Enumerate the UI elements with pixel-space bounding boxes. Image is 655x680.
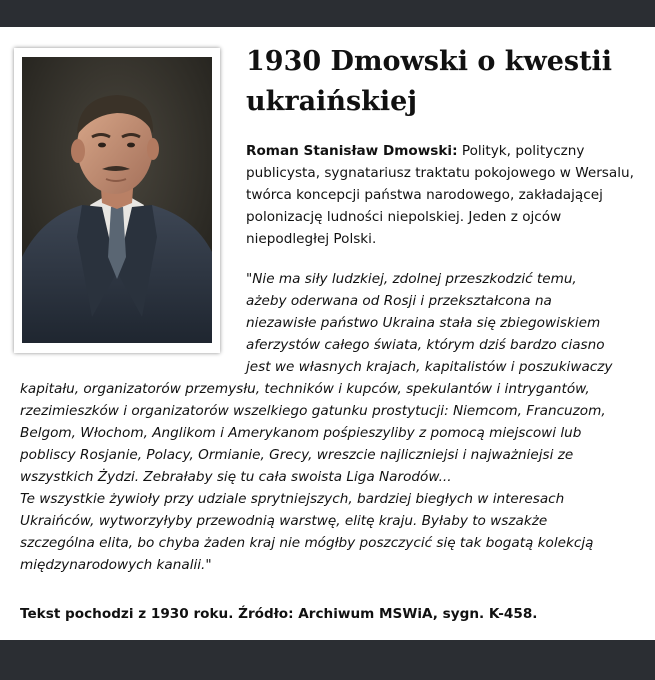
source-note: Tekst pochodzi z 1930 roku. Źródło: Archiwum MSWiA, sygn. K-458.	[20, 606, 538, 622]
quote-line: pobliscy Rosjanie, Polacy, Ormianie, Grecy, wreszcie najliczniejsi i najważniejsi ze	[20, 447, 574, 463]
quote-line: międzynarodowych kanalii."	[20, 557, 212, 573]
quote-line: szczególna elita, bo chyba żaden kraj nie mógłby poszczycić się tak bogatą kolekcją	[20, 535, 594, 551]
quote-line: rzezimieszków i organizatorów wszelkiego gatunku prostytucji: Niemcom, Francuzom,	[20, 403, 606, 419]
biography-paragraph	[246, 140, 646, 250]
bio-name: Roman Stanisław Dmowski:	[246, 143, 458, 159]
quote-line: aferzystów całego świata, którym dziś bardzo ciasno	[246, 337, 605, 353]
bio-text: Polityk, polityczny publicysta, sygnatariusz traktatu pokojowego w Wersalu, twórca koncepcji państwa narodowego, zakładającej polonizację ludności niepolskiej. Jeden z ojców niepodległej Polski.	[246, 143, 634, 247]
article-title	[246, 42, 646, 122]
title-line-2: ukraińskiej	[246, 86, 418, 117]
quote-line: niezawisłe państwo Ukraina stała się zbiegowiskiem	[246, 315, 601, 331]
quote-line: jest we własnych krajach, kapitalistów i poszukiwaczy	[246, 359, 613, 375]
quote-line: Ukraińców, wytworzyłyby przewodnią warstwę, elitę kraju. Byłaby to wszakże	[20, 513, 548, 529]
document-page	[0, 27, 655, 640]
quote-line: Belgom, Włochom, Anglikom i Amerykanom pośpieszyliby z pomocą miejscowi lub	[20, 425, 582, 441]
quote-line: wszystkich Żydzi. Zebrałaby się tu cała swoista Liga Narodów...	[20, 469, 452, 485]
quote-line: ażeby oderwana od Rosji i przekształcona na	[246, 293, 552, 309]
quote-paragraph	[20, 268, 650, 576]
quote-line: kapitału, organizatorów przemysłu, techników i kupców, spekulantów i intrygantów,	[20, 381, 590, 397]
quote-line: Te wszystkie żywioły przy udziale sprytniejszych, bardziej biegłych w interesach	[20, 491, 565, 507]
quote-line: "Nie ma siły ludzkiej, zdolnej przeszkodzić temu,	[246, 271, 577, 287]
title-line-1: 1930 Dmowski o kwestii	[246, 46, 613, 77]
